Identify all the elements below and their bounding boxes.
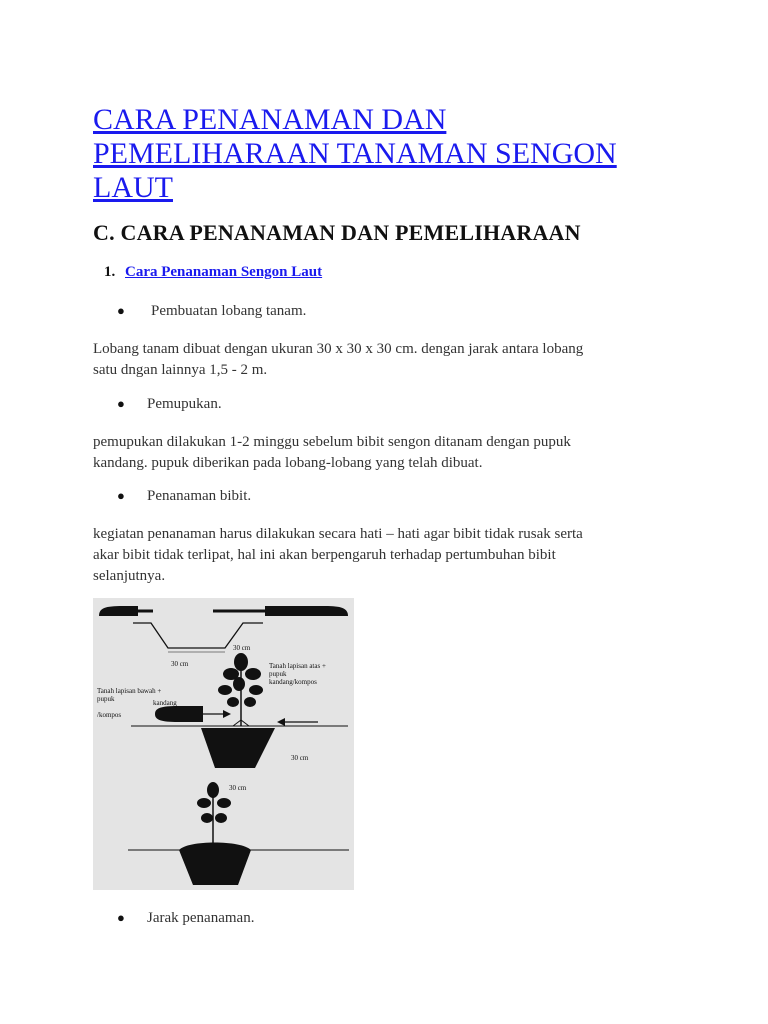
paragraph-line: kandang. pupuk diberikan pada lobang-lobang yang telah dibuat. bbox=[93, 455, 483, 471]
arrow-right-icon bbox=[223, 710, 231, 718]
title-line-1[interactable]: CARA PENANAMAN DAN bbox=[93, 103, 447, 136]
section-heading: C. CARA PENANAMAN DAN PEMELIHARAAN bbox=[93, 220, 581, 245]
label-top-soil: Tanah lapisan atas + bbox=[269, 662, 326, 670]
bullet-dot-icon: ● bbox=[117, 910, 125, 925]
bullet-dot-icon: ● bbox=[117, 396, 125, 411]
paragraph-line: akar bibit tidak terlipat, hal ini akan berpengaruh terhadap pertumbuhan bibit bbox=[93, 547, 556, 563]
planted-hole-shape bbox=[179, 843, 251, 886]
arrow-left-icon bbox=[277, 718, 285, 726]
label-30cm: 30 cm bbox=[171, 660, 189, 668]
paragraph-line: pemupukan dilakukan 1-2 minggu sebelum bibit sengon ditanam dengan pupuk bbox=[93, 434, 571, 450]
paragraph bbox=[93, 432, 693, 474]
subsection-number: 1. bbox=[104, 264, 116, 280]
label-top-soil: kandang/kompos bbox=[269, 678, 317, 686]
shovel-left-icon bbox=[99, 606, 138, 616]
bullet-dot-icon: ● bbox=[117, 303, 125, 318]
label-30cm: 30 cm bbox=[229, 784, 247, 792]
shovel-right-icon bbox=[265, 606, 348, 616]
label-30cm: 30 cm bbox=[233, 644, 251, 652]
planted-seedling-icon bbox=[197, 782, 231, 823]
paragraph bbox=[93, 339, 693, 381]
label-30cm: 30 cm bbox=[291, 754, 309, 762]
bullet-text: Pemupukan. bbox=[147, 396, 222, 412]
label-top-soil: pupuk bbox=[269, 670, 287, 678]
paragraph-line: kegiatan penanaman harus dilakukan secara hati – hati agar bibit tidak rusak serta bbox=[93, 526, 583, 542]
label-bottom-soil: pupuk bbox=[97, 695, 115, 703]
subsection-item bbox=[104, 264, 322, 281]
planting-diagram-svg bbox=[93, 598, 354, 890]
label-bottom-soil: kandang bbox=[153, 699, 177, 707]
label-bottom-soil: Tanah lapisan bawah + bbox=[97, 687, 162, 695]
bullet-text: Penanaman bibit. bbox=[147, 488, 252, 504]
subsection-link[interactable]: Cara Penanaman Sengon Laut bbox=[125, 264, 323, 280]
label-bottom-soil: /kompos bbox=[97, 711, 122, 719]
title-line-2[interactable]: PEMELIHARAAN TANAMAN SENGON bbox=[93, 137, 617, 170]
page-title-link[interactable] bbox=[93, 103, 733, 205]
bullet-dot-icon: ● bbox=[117, 488, 125, 503]
title-line-3[interactable]: LAUT bbox=[93, 171, 173, 204]
paragraph bbox=[93, 524, 693, 587]
paragraph-line: Lobang tanam dibuat dengan ukuran 30 x 30 x 30 cm. dengan jarak antara lobang bbox=[93, 341, 584, 357]
filled-hole-shape bbox=[201, 728, 275, 768]
paragraph-line: selanjutnya. bbox=[93, 568, 166, 584]
paragraph-line: satu dngan lainnya 1,5 - 2 m. bbox=[93, 362, 268, 378]
shovel-middle-icon bbox=[155, 706, 203, 722]
bullet-text: Jarak penanaman. bbox=[147, 910, 255, 926]
planting-diagram-image bbox=[93, 598, 354, 890]
bullet-text: Pembuatan lobang tanam. bbox=[151, 303, 307, 319]
